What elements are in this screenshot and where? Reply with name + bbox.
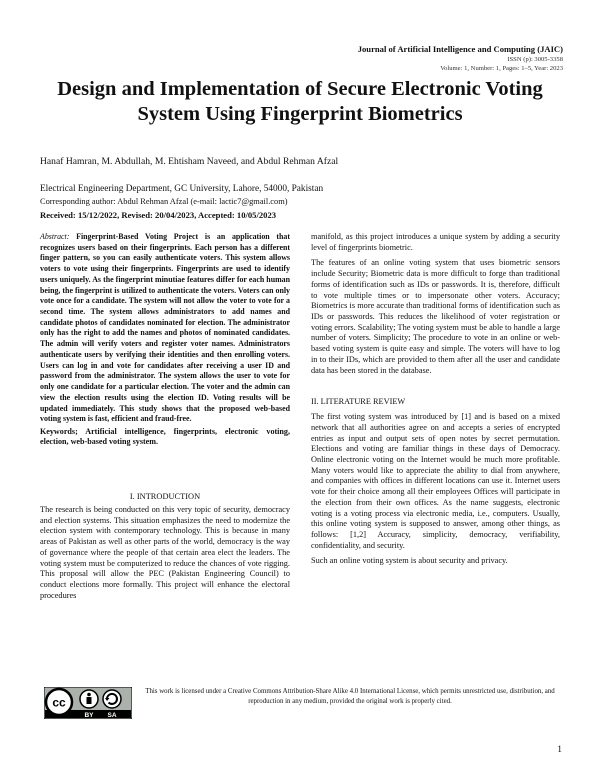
intro-heading: I. INTRODUCTION — [129, 491, 201, 501]
right-column — [311, 232, 560, 567]
right-paragraph-1: manifold, as this project introduces a unique system by adding a security level of fingerprints biometric. — [311, 232, 560, 252]
right-paragraph-4: Such an online voting system is about security and privacy. — [311, 556, 508, 566]
dates: Received: 15/12/2022, Revised: 20/04/2023, Accepted: 10/05/2023 — [40, 210, 277, 220]
volume-info: Volume: 1, Number: 1, Pages: 1–5, Year: 2023 — [440, 65, 563, 72]
cc-by-sa-badge[interactable] — [44, 687, 132, 719]
journal-name: Journal of Artificial Intelligence and Computing (JAIC) — [357, 44, 563, 54]
intro-text: The research is being conducted on this very topic of security, democracy and election systems. This situation emphasizes the need to modernize the election system with contemporary technology. This is because in many areas of Pakistan as well as other parts of the world, democracy is the way of governance where the people of that certain area elect the leaders. The voting system must be computerized to reduce the chances of vote rigging. This proposal will allow the PEC (Pakistan Engineering Council) to conduct elections more formally. This project will enhance the electoral procedures — [40, 504, 290, 600]
keywords-text: Artificial intelligence, fingerprints, electronic voting, election, web-based voting system. — [40, 426, 291, 447]
abstract-text: Fingerprint-Based Voting Project is an application that recognizes users based on their fingerprints. Each person has a different finger pattern, so you can easily authenticate voters. This system allows voters to vote using their fingerprints. Fingerprints are used to identify users uniquely. As the fingerprint minutiae features differ for each human being, the fingerprint is utilized to authenticate the voters. Voters can only vote once for a candidate. The system will not allow the voter to vote for a second time. The system allows administrators to add names and candidate photos of candidates nominated for election. The administrator only has the right to add the names and photos of nominated candidates. The admin will verify voters and register voter names. Administrators authenticate users by verifying their identities and then enrolling voters. Users can log in and vote for candidates after receiving a user ID and password from the administrator. The system allows the user to vote for only one candidate for a particular election. The voter and the admin can view the election results using the election ID. Voting results will be updated immediately. This study shows that the proposed web-based voting system is fast, efficient and fraud-free. — [40, 232, 290, 424]
corresponding-author: Corresponding author: Abdul Rehman Afzal (e-mail: lactic7@gmail.com) — [40, 197, 288, 206]
lit-review-heading: II. LITERATURE REVIEW — [311, 397, 406, 407]
page-number: 1 — [557, 745, 562, 755]
keywords-label: Keywords; — [40, 426, 78, 436]
abstract-label: Abstract: — [40, 232, 70, 241]
issn: ISSN (p): 3005-3358 — [507, 56, 563, 63]
abstract — [40, 232, 290, 425]
right-paragraph-2: The features of an online voting system that uses biometric sensors include Security; Biometric data is more difficult to forge than traditional forms of identification such as IDs or passwords. It is, therefore, difficult to vote multiple times or to impersonate other voters. Accuracy; Biometrics is more accurate than traditional forms of identification such as IDs or passwords. This reduces the likelihood of voter registration or voting errors. Scalability; The voting system must be able to handle a large number of voters. Simplicity; The procedure to vote in an online or web-based voting system is quite easy and simple. The voters will have to log in to their IDs, which are provided to them after all the user and candidate data has been stored in the database. — [311, 258, 560, 375]
cc-text: cc — [52, 695, 66, 710]
by-text: BY — [84, 712, 94, 719]
affiliation: Electrical Engineering Department, GC University, Lahore, 54000, Pakistan — [40, 184, 324, 194]
keywords — [40, 427, 290, 448]
authors: Hanaf Hamran, M. Abdullah, M. Ehtisham Naveed, and Abdul Rehman Afzal — [40, 156, 339, 167]
sa-text: SA — [107, 712, 117, 719]
left-column — [40, 232, 290, 601]
license-text: This work is licensed under a Creative Commons Attribution-Share Alike 4.0 International License, which permits unrestricted use, distribution, and reproduction in any medium, provided the original work is properly cited. — [145, 688, 555, 705]
paper-title: Design and Implementation of Secure Electronic Voting System Using Fingerprint Biometrics — [57, 78, 543, 125]
right-paragraph-3: The first voting system was introduced by [1] and is based on a mixed network that all authorities agree on and accepts a series of encrypted entries as input and output sets of open notes by secret permutation. Elections and voting are familiar things in these days of Democracy. Online electronic voting on the Internet would be much more profitable. Many voters would like to appreciate the ability to dial from anywhere, and companies with offices in different locations can use it. Internet users vote for their choice among all their employees Offices will participate in the election from their own offices. As the name suggests, electronic voting is a voting process via electronic media, i.e., computers. Usually, this online voting system is supposed to answer, among other things, as follows: [1,2] Accuracy, simplicity, democracy, verifiability, confidentiality, and security. — [311, 412, 560, 550]
